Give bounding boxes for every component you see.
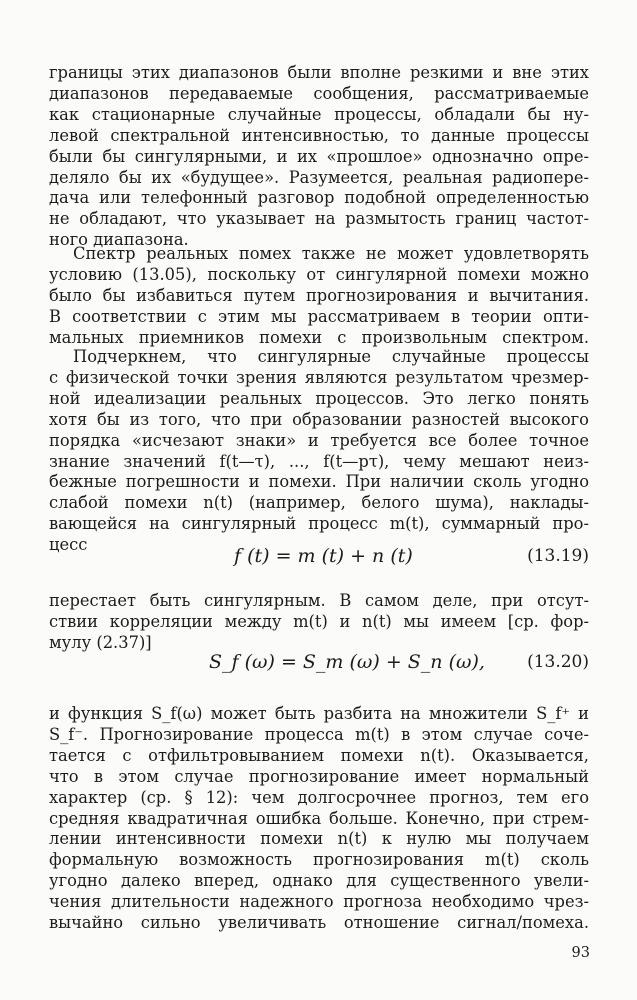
text-line: деляло бы их «будущее». Разумеется, реальная радиопере- <box>49 167 589 187</box>
text-line: диапазонов передаваемые сообщения, рассматриваемые <box>49 83 589 103</box>
text-line: порядка «исчезают знаки» и требуется все более точное <box>49 430 589 450</box>
text-line: мальных приемников помехи с произвольным спектром. <box>49 327 589 347</box>
text-line: знание значений f(t—τ), ..., f(t—pτ), чему мешают неиз- <box>49 451 589 471</box>
text-line: мулу (2.37)] <box>49 632 152 652</box>
text-line: лении интенсивности помехи n(t) к нулю мы получаем <box>49 829 589 849</box>
equation-number: (13.19) <box>527 546 589 566</box>
text-line: слабой помехи n(t) (например, белого шума), наклады- <box>49 493 589 513</box>
text-line: не обладают, что указывает на размытость границ частот- <box>49 209 589 229</box>
equation-13-19 <box>49 546 589 574</box>
text-line: и функция S_f(ω) может быть разбита на множители S_f⁺ и <box>49 704 589 723</box>
text-line: формальную возможность прогнозирования m(t) сколь <box>49 850 589 870</box>
text-line: угодно далеко вперед, однако для существенного увели- <box>49 871 589 891</box>
text-line: S_f⁻. Прогнозирование процесса m(t) в этом случае соче- <box>49 724 589 744</box>
text-line: средняя квадратичная ошибка больше. Конечно, при стрем- <box>49 808 589 828</box>
text-line: хотя бы из того, что при образовании разностей высокого <box>49 409 589 429</box>
text-line: тается с отфильтровыванием помехи n(t). Оказывается, <box>49 745 589 765</box>
text-line: перестает быть сингулярным. В самом деле, при отсут- <box>49 591 589 610</box>
paragraph-1 <box>49 63 589 251</box>
page-number: 93 <box>571 945 590 961</box>
paragraph-5 <box>49 704 589 934</box>
paragraph-3 <box>49 347 589 556</box>
equation-formula: f (t) = m (t) + n (t) <box>234 545 413 567</box>
text-line: вычайно сильно увеличивать отношение сигнал/помеха. <box>49 913 589 933</box>
text-line: ного диапазона. <box>49 230 189 250</box>
text-line: с физической точки зрения являются результатом чрезмер- <box>49 367 589 387</box>
text-line: бежные погрешности и помехи. При наличии сколь угодно <box>49 472 589 492</box>
text-line: были бы сингулярными, и их «прошлое» однозначно опре- <box>49 146 589 166</box>
text-line: чения длительности надежного прогноза необходимо чрез- <box>49 892 589 912</box>
equation-13-20 <box>49 652 589 680</box>
text-line: вающейся на сингулярный процесс m(t), суммарный про- <box>49 514 589 534</box>
text-line: характер (ср. § 12): чем долгосрочнее прогноз, тем его <box>49 787 589 807</box>
paragraph-2 <box>49 244 589 349</box>
text-line: цесс <box>49 535 88 555</box>
text-line: левой спектральной интенсивностью, то данные процессы <box>49 125 589 145</box>
equation-formula: S_f (ω) = S_m (ω) + S_n (ω), <box>209 651 485 673</box>
text-line: условию (13.05), поскольку от сингулярной помехи можно <box>49 264 589 284</box>
text-line: Спектр реальных помех также не может удовлетворять <box>73 244 589 263</box>
text-line: В соответствии с этим мы рассматриваем в теории опти- <box>49 306 589 326</box>
equation-number: (13.20) <box>527 652 589 672</box>
text-line: ной идеализации реальных процессов. Это легко понять <box>49 388 589 408</box>
text-line: дача или телефонный разговор подобной определенностью <box>49 188 589 208</box>
text-line: что в этом случае прогнозирование имеет нормальный <box>49 766 589 786</box>
text-line: границы этих диапазонов были вполне резкими и вне этих <box>49 63 589 82</box>
text-line: как стационарные случайные процессы, обладали бы ну- <box>49 104 589 124</box>
text-line: было бы избавиться путем прогнозирования и вычитания. <box>49 285 589 305</box>
text-line: ствии корреляции между m(t) и n(t) мы имеем [ср. фор- <box>49 611 589 631</box>
text-line: Подчеркнем, что сингулярные случайные процессы <box>73 347 589 366</box>
paragraph-4 <box>49 591 589 654</box>
